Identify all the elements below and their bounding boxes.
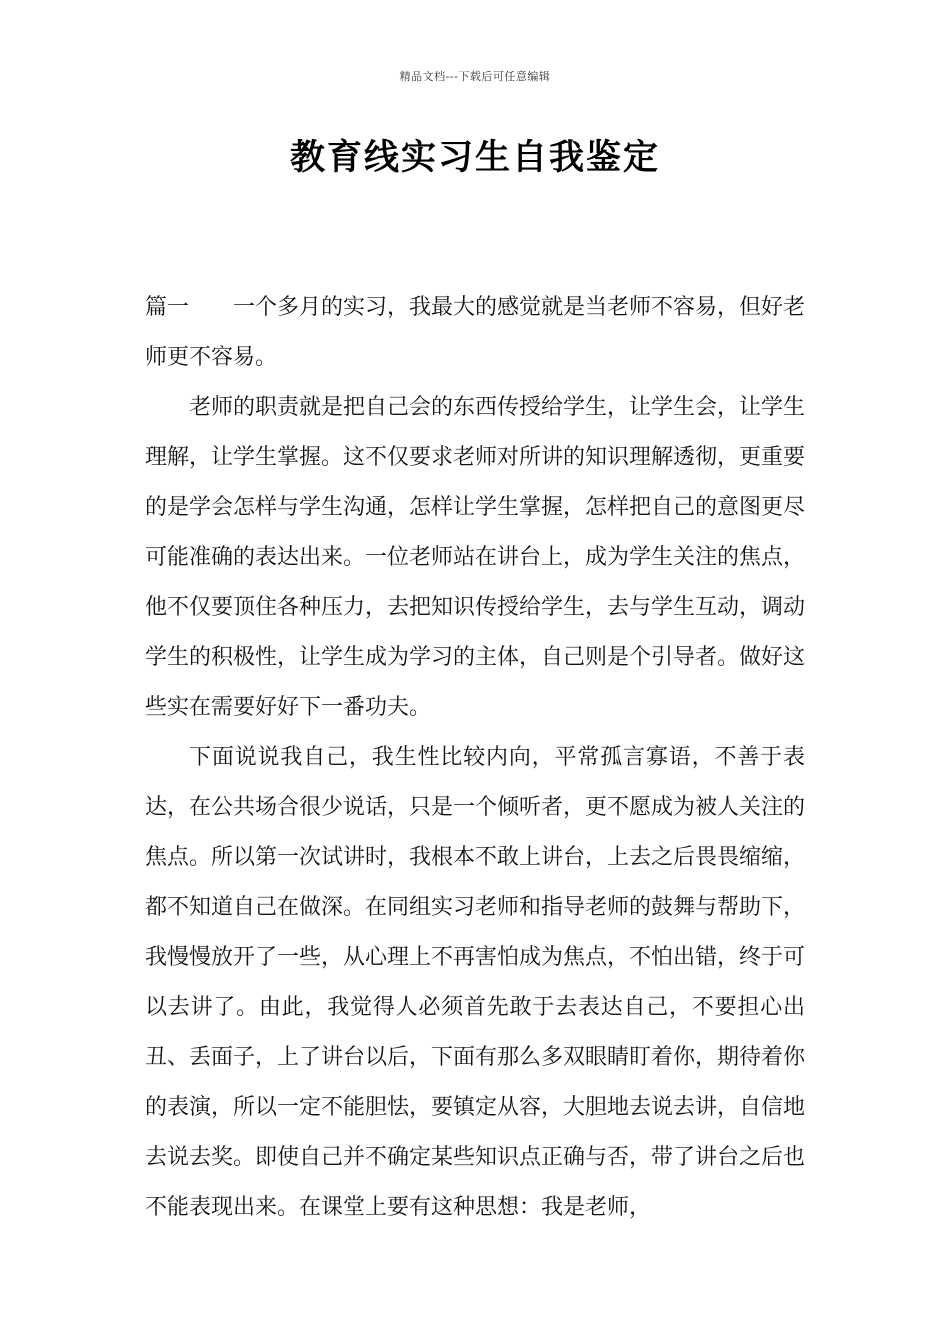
paragraph-1-text: 一个多月的实习，我最大的感觉就是当老师不容易，但好老师更不容易。 [145,295,806,370]
document-title: 教育线实习生自我鉴定 [289,138,660,178]
paragraph-1 [145,283,805,383]
document-body [145,283,805,1233]
paragraph-3: 下面说说我自己，我生性比较内向，平常孤言寡语，不善于表达，在公共场合很少说话，只是一个倾听者，更不愿成为被人关注的焦点。所以第一次试讲时，我根本不敢上讲台，上去之后畏畏缩缩，都不知道自己在做深。在同组实习老师和指导老师的鼓舞与帮助下，我慢慢放开了一些，从心理上不再害怕成为焦点，不怕出错，终于可以去讲了。由此，我觉得人必须首先敢于去表达自己，不要担心出丑、丢面子，上了讲台以后，下面有那么多双眼睛盯着你，期待着你的表演，所以一定不能胆怯，要镇定从容，大胆地去说去讲，自信地去说去奖。即使自己并不确定某些知识点正确与否，带了讲台之后也不能表现出来。在课堂上要有这种思想：我是老师， [145,745,806,1220]
section-label: 篇一 [145,295,190,320]
header-note: 精品文档---下载后可任意编辑 [399,70,551,83]
paragraph-2: 老师的职责就是把自己会的东西传授给学生，让学生会，让学生理解，让学生掌握。这不仅要求老师对所讲的知识理解透彻，更重要的是学会怎样与学生沟通，怎样让学生掌握，怎样把自己的意图更尽可能准确的表达出来。一位老师站在讲台上，成为学生关注的焦点，他不仅要顶住各种压力，去把知识传授给学生，去与学生互动，调动学生的积极性，让学生成为学习的主体，自己则是个引导者。做好这些实在需要好好下一番功夫。 [145,395,806,720]
